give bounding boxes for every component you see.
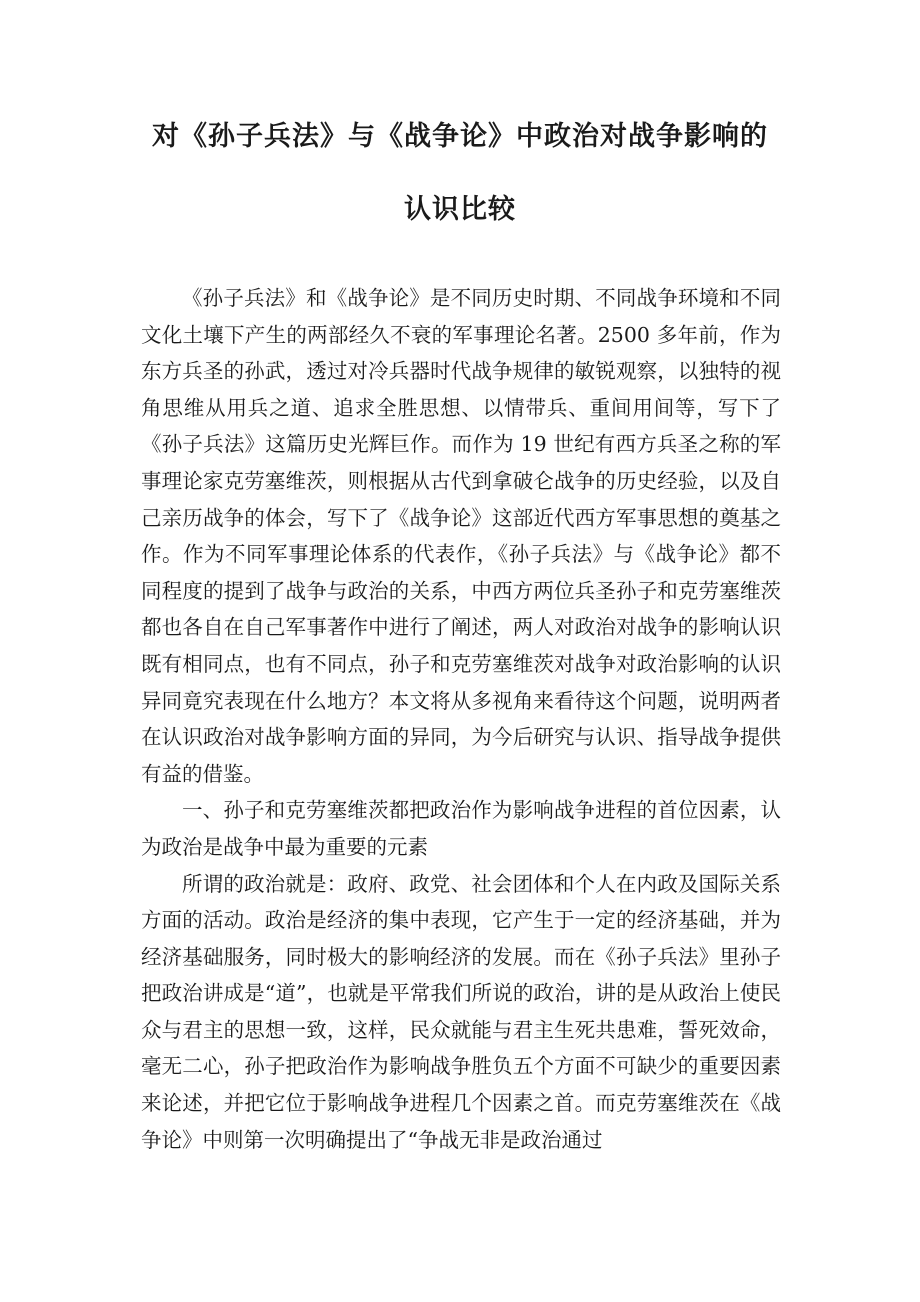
document-body [141,280,781,1158]
section-heading-1: 一、孙子和克劳塞维茨都把政治作为影响战争进程的首位因素，认为政治是战争中最为重要的元素 [141,798,781,859]
document-title-line-1: 对《孙子兵法》与《战争论》中政治对战争影响的 [152,121,768,152]
document-title-line-2: 认识比较 [404,194,516,225]
paragraph-intro: 《孙子兵法》和《战争论》是不同历史时期、不同战争环境和不同文化土壤下产生的两部经久不衰的军事理论名著。2500 多年前，作为东方兵圣的孙武，透过对冷兵器时代战争规律的敏锐观察，以独特的视角思维从用兵之道、追求全胜思想、以情带兵、重间用间等，写下了《孙子兵法》这篇历史光辉巨作。而作为 19 世纪有西方兵圣之称的军事理论家克劳塞维茨，则根据从古代到拿破仑战争的历史经验，以及自己亲历战争的体会，写下了《战争论》这部近代西方军事思想的奠基之作。作为不同军事理论体系的代表作，《孙子兵法》与《战争论》都不同程度的提到了战争与政治的关系，中西方两位兵圣孙子和克劳塞维茨都也各自在自己军事著作中进行了阐述，两人对政治对战争的影响认识既有相同点，也有不同点，孙子和克劳塞维茨对战争对政治影响的认识异同竟究表现在什么地方？本文将从多视角来看待这个问题，说明两者在认识政治对战争影响方面的异同，为今后研究与认识、指导战争提供有益的借鉴。 [141,286,781,786]
paragraph-section-1: 所谓的政治就是：政府、政党、社会团体和个人在内政及国际关系方面的活动。政治是经济的集中表现，它产生于一定的经济基础，并为经济基础服务，同时极大的影响经济的发展。而在《孙子兵法》里孙子把政治讲成是“道”，也就是平常我们所说的政治，讲的是从政治上使民众与君主的思想一致，这样，民众就能与君主生死共患难，誓死效命，毫无二心，孙子把政治作为影响战争胜负五个方面不可缺少的重要因素来论述，并把它位于影响战争进程几个因素之首。而克劳塞维茨在《战争论》中则第一次明确提出了“争战无非是政治通过 [141,871,781,1152]
